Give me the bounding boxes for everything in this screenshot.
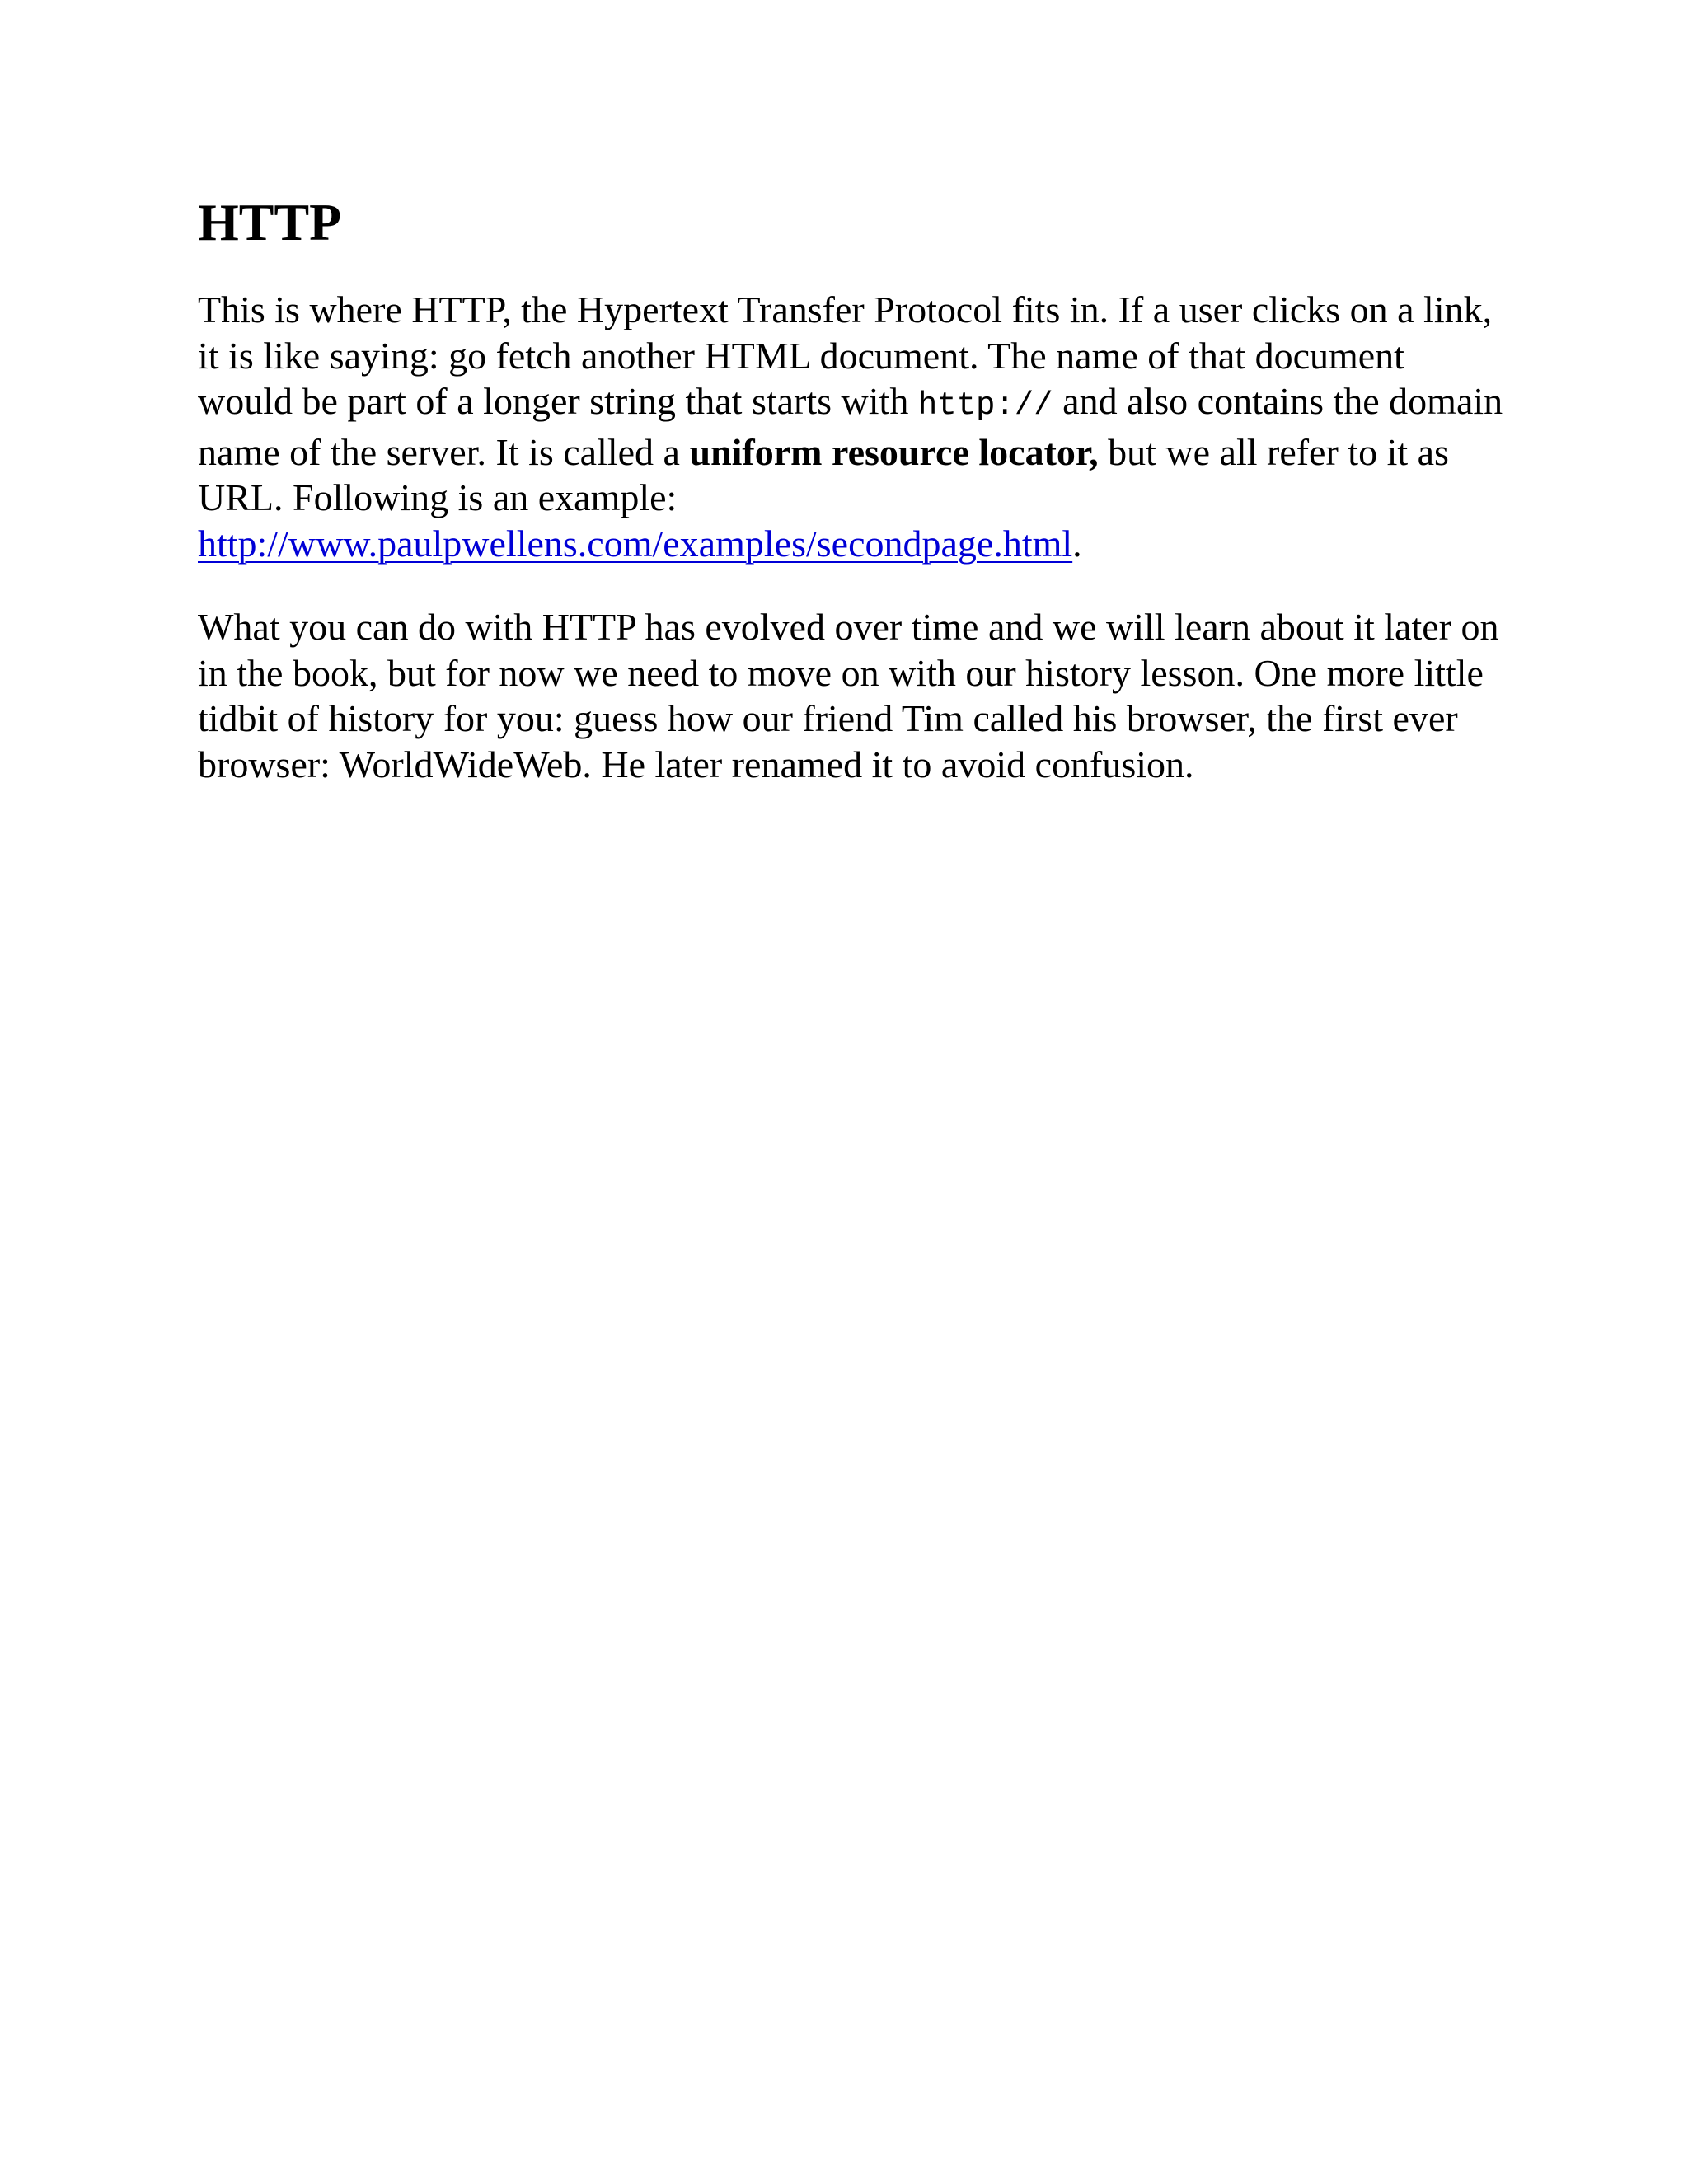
document-page [198,190,1508,825]
example-url-link[interactable]: http://www.paulpwellens.com/examples/secondpage.html [198,522,1073,565]
paragraph-text: and also contains the domain name of the server. It is called a [198,380,1503,473]
paragraph-text: . [1072,522,1082,565]
paragraph-history: What you can do with HTTP has evolved over time and we will learn about it later on in the book, but for now we need to move on with our history lesson. One more little tidbit of history for you: guess how our friend Tim called his browser, the first ever browser: WorldWideWeb. He later renamed it to avoid confusion. [198,606,1499,785]
paragraph-text: but we all refer to it as URL. Following is an example: [198,430,1449,518]
bold-term: uniform resource locator, [689,430,1099,473]
paragraph-http-intro [198,287,1508,566]
section-heading: HTTP [198,193,342,251]
paragraph-text: This is where HTTP, the Hypertext Transfer Protocol fits in. If a user clicks on a link, it is like saying: go fetch another HTML document. The name of that document would be part of a longer string that starts with [198,288,1493,422]
inline-code: http:// [917,387,1053,424]
